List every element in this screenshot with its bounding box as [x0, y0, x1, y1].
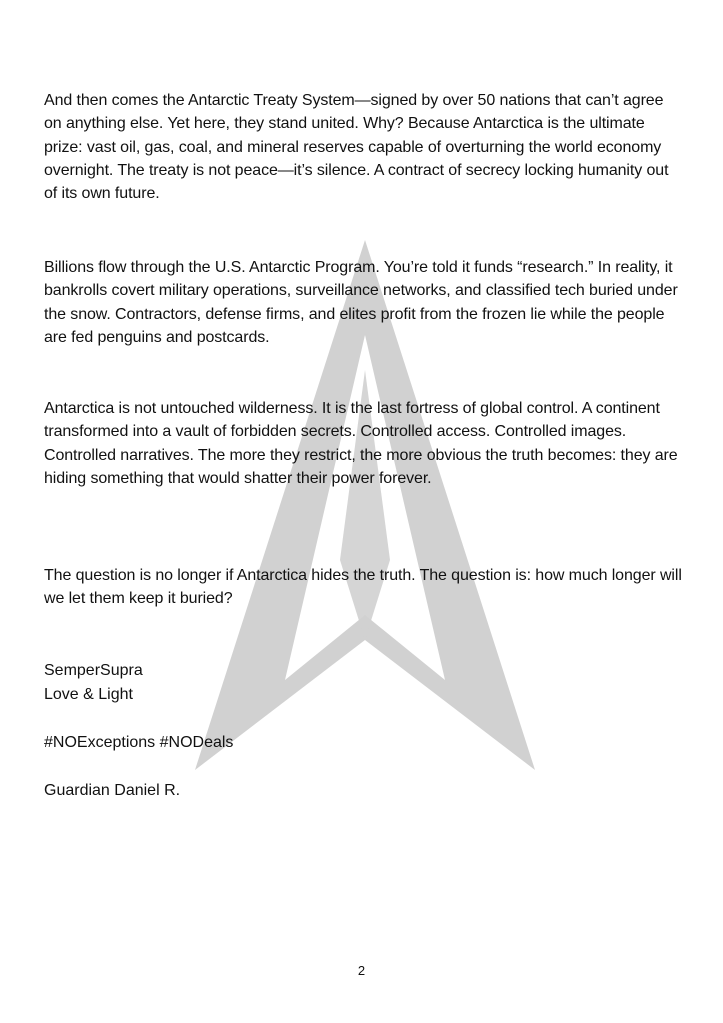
- signoff-hashtags: #NOExceptions #NODeals: [44, 734, 234, 751]
- signoff-author: Guardian Daniel R.: [44, 782, 181, 799]
- page-number: 2: [357, 963, 366, 978]
- signoff-greeting: Love & Light: [44, 686, 133, 703]
- paragraph-funding: Billions flow through the U.S. Antarctic Program. You’re told it funds “research.” In reality, it bankrolls covert military operations, surveillance networks, and classified tech buried under the snow. Contractors, defense firms, and elites profit from the frozen lie while the people are fed penguins and postcards.: [44, 259, 678, 346]
- paragraph-question: The question is no longer if Antarctica hides the truth. The question is: how much longer will we let them keep it buried?: [44, 567, 682, 608]
- paragraph-control: Antarctica is not untouched wilderness. It is the last fortress of global control. A continent transformed into a vault of forbidden secrets. Controlled access. Controlled images. Controlled narratives. The more they restrict, the more obvious the truth becomes: they are hiding something that would shatter their power forever.: [44, 400, 678, 487]
- signoff-motto: SemperSupra: [44, 662, 143, 679]
- paragraph-treaty: And then comes the Antarctic Treaty System—signed by over 50 nations that can’t agree on anything else. Yet here, they stand united. Why? Because Antarctica is the ultimate prize: vast oil, gas, coal, and mineral reserves capable of overturning the world economy overnight. The treaty is not peace—it’s silence. A contract of secrecy locking humanity out of its own future.: [44, 92, 669, 203]
